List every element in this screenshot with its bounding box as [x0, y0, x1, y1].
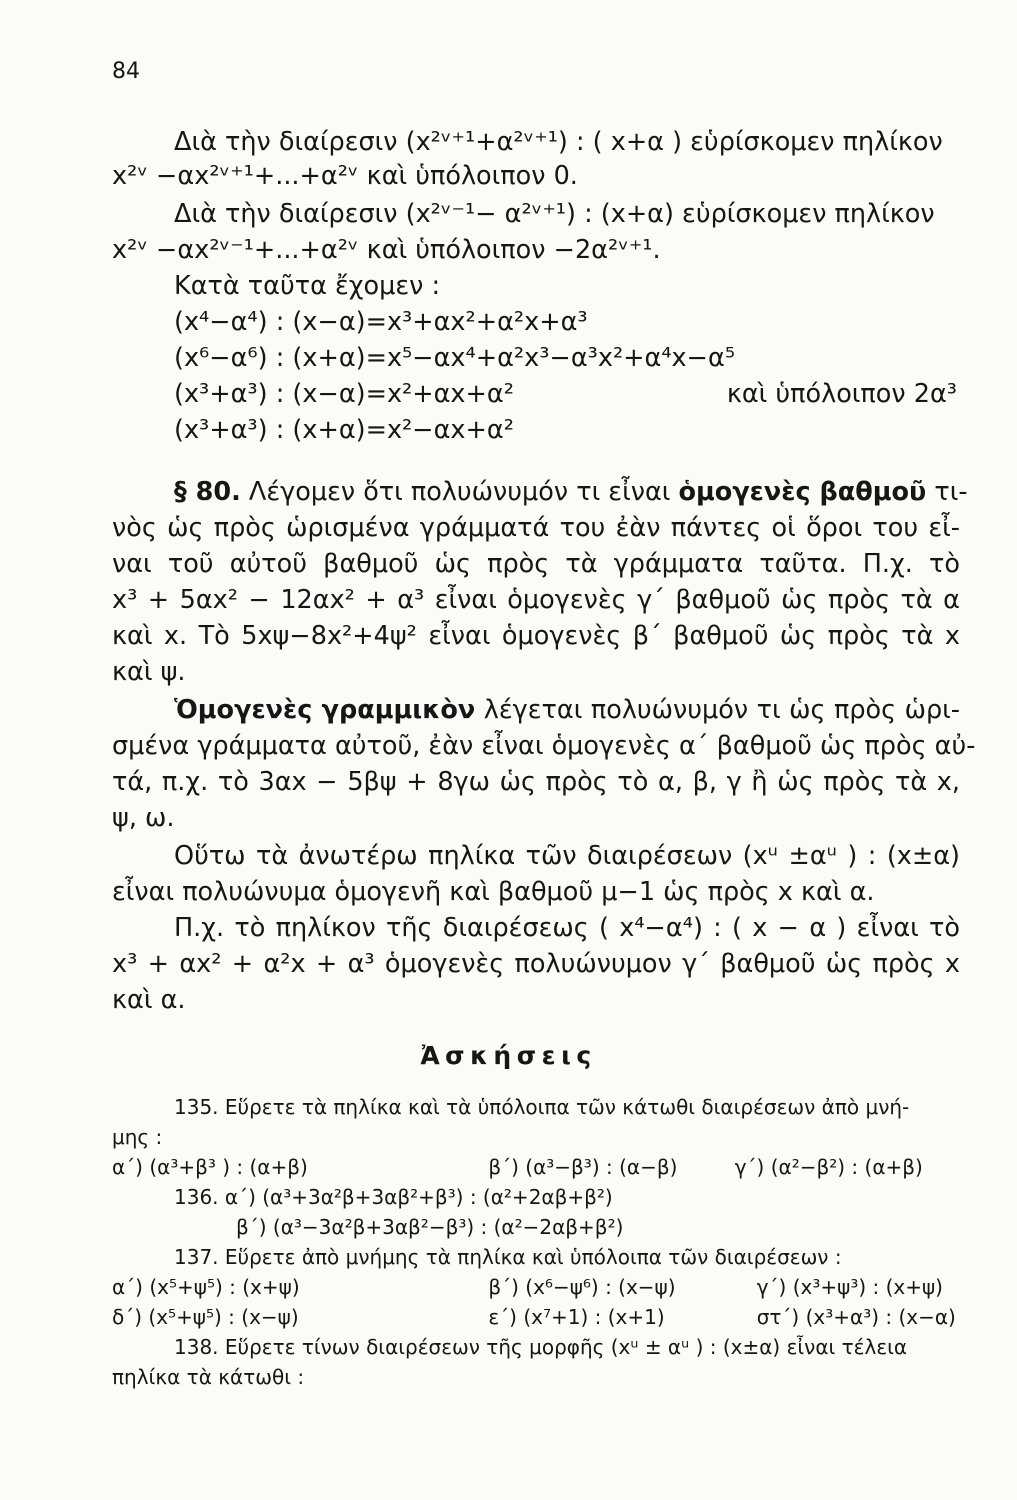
- exercise-item: ε΄) (x⁷+1) : (x+1): [488, 1305, 665, 1329]
- exercise-138-cont: πηλίκα τὰ κάτωθι :: [112, 1365, 305, 1389]
- text-line: νὸς ὡς πρὸς ὡρισμένα γράμματά του ἐὰν πάντες οἱ ὅροι του εἶ-: [112, 513, 960, 543]
- exercise-135-items: [112, 1154, 972, 1180]
- formula-line: (x⁴−α⁴) : (x−α)=x³+αx²+α²x+α³: [174, 307, 588, 337]
- exercise-136-b: β΄) (α³−3α²β+3αβ²−β³) : (α²−2αβ+β²): [236, 1215, 624, 1239]
- text-line: τά, π.χ. τὸ 3αx − 5βψ + 8γω ὡς πρὸς τὸ α, β, γ ἢ ὡς πρὸς τὰ x,: [112, 767, 960, 797]
- text-line: καὶ ψ.: [112, 657, 186, 687]
- exercise-136: 136. α΄) (α³+3α²β+3αβ²+β³) : (α²+2αβ+β²): [174, 1185, 613, 1209]
- defined-term: ὁμογενὲς βαθμοῦ: [678, 477, 927, 507]
- text-line: x²ᵛ −αx²ᵛ⁻¹+...+α²ᵛ καὶ ὑπόλοιπον −2α²ᵛ⁺¹.: [112, 235, 661, 265]
- homogeneous-linear-definition: [174, 694, 960, 726]
- exercise-item: στ΄) (x³+α³) : (x−α): [756, 1305, 956, 1329]
- text-line: Διὰ τὴν διαίρεσιν (x²ᵛ⁺¹+α²ᵛ⁺¹) : ( x+α ) εὑρίσκομεν πηλίκον: [174, 127, 943, 157]
- formula-line: (x⁶−α⁶) : (x+α)=x⁵−αx⁴+α²x³−α³x²+α⁴x−α⁵: [174, 343, 736, 373]
- text-line: x²ᵛ −αx²ᵛ⁺¹+...+α²ᵛ καὶ ὑπόλοιπον 0.: [112, 161, 578, 191]
- text-line: ναι τοῦ αὐτοῦ βαθμοῦ ὡς πρὸς τὰ γράμματα ταῦτα. Π.χ. τὸ: [112, 549, 960, 579]
- text-line: Διὰ τὴν διαίρεσιν (x²ᵛ⁻¹− α²ᵛ⁺¹) : (x+α) εὑρίσκομεν πηλίκον: [174, 199, 935, 229]
- exercise-item: α΄) (α³+β³ ) : (α+β): [112, 1155, 308, 1179]
- remainder-note: καὶ ὑπόλοιπον 2α³: [726, 379, 957, 409]
- exercise-item: δ΄) (x⁵+ψ⁵) : (x−ψ): [112, 1305, 299, 1329]
- text-line: x³ + 5αx² − 12αx² + α³ εἶναι ὁμογενὲς γ΄ βαθμοῦ ὡς πρὸς τὰ α: [112, 585, 960, 615]
- defined-term: Ὁμογενὲς γραμμικὸν: [174, 695, 476, 725]
- text-line: σμένα γράμματα αὐτοῦ, ἐὰν εἶναι ὁμογενὲς α΄ βαθμοῦ ὡς πρὸς αὐ-: [112, 731, 976, 761]
- exercise-137: 137. Εὕρετε ἀπὸ μνήμης τὰ πηλίκα καὶ ὑπόλοιπα τῶν διαιρέσεων :: [174, 1245, 842, 1269]
- exercise-item: β΄) (x⁶−ψ⁶) : (x−ψ): [488, 1275, 676, 1299]
- exercises-heading: Ἀσκήσεις: [420, 1041, 597, 1070]
- exercise-138: 138. Εὕρετε τίνων διαιρέσεων τῆς μορφῆς (xᵘ ± αᵘ ) : (x±α) εἶναι τέλεια: [174, 1335, 908, 1359]
- exercise-item: γ΄) (α²−β²) : (α+β): [734, 1155, 923, 1179]
- formula-line: (x³+α³) : (x−α)=x²+αx+α²: [174, 379, 514, 409]
- exercise-item: β΄) (α³−β³) : (α−β): [488, 1155, 678, 1179]
- exercise-135-cont: μης :: [112, 1125, 163, 1149]
- section-intro: Λέγομεν ὅτι πολυώνυμόν τι εἶναι: [248, 477, 671, 507]
- text-line: καὶ α.: [112, 985, 186, 1015]
- text-line: x³ + αx² + α²x + α³ ὁμογενὲς πολυώνυμον γ΄ βαθμοῦ ὡς πρὸς x: [112, 949, 960, 979]
- text-line: εἶναι πολυώνυμα ὁμογενῆ καὶ βαθμοῦ μ−1 ὡς πρὸς x καὶ α.: [112, 877, 875, 907]
- exercise-135: 135. Εὕρετε τὰ πηλίκα καὶ τὰ ὑπόλοιπα τῶν κάτωθι διαιρέσεων ἀπὸ μνή-: [174, 1095, 910, 1119]
- exercise-item: α΄) (x⁵+ψ⁵) : (x+ψ): [112, 1275, 300, 1299]
- section-number: § 80.: [174, 477, 241, 507]
- text-line: ψ, ω.: [112, 803, 175, 833]
- text-line: καὶ x. Τὸ 5xψ−8x²+4ψ² εἶναι ὁμογενὲς β΄ βαθμοῦ ὡς πρὸς τὰ x: [112, 621, 960, 651]
- text-line: Π.χ. τὸ πηλίκον τῆς διαιρέσεως ( x⁴−α⁴) : ( x − α ) εἶναι τὸ: [174, 913, 960, 943]
- page-number: 84: [112, 59, 140, 84]
- exercise-item: γ΄) (x³+ψ³) : (x+ψ): [756, 1275, 943, 1299]
- section-80-first-line: [174, 476, 968, 508]
- definition-text: λέγεται πολυώνυμόν τι ὡς πρὸς ὡρι-: [483, 695, 961, 725]
- exercise-137-items: [112, 1304, 972, 1330]
- formula-line: (x³+α³) : (x+α)=x²−αx+α²: [174, 415, 514, 445]
- text-line: Κατὰ ταῦτα ἔχομεν :: [174, 271, 441, 301]
- exercise-137-items: [112, 1274, 972, 1300]
- section-intro-end: τι-: [934, 477, 968, 507]
- text-line: Οὕτω τὰ ἀνωτέρω πηλίκα τῶν διαιρέσεων (xᵘ ±αᵘ ) : (x±α): [174, 841, 960, 871]
